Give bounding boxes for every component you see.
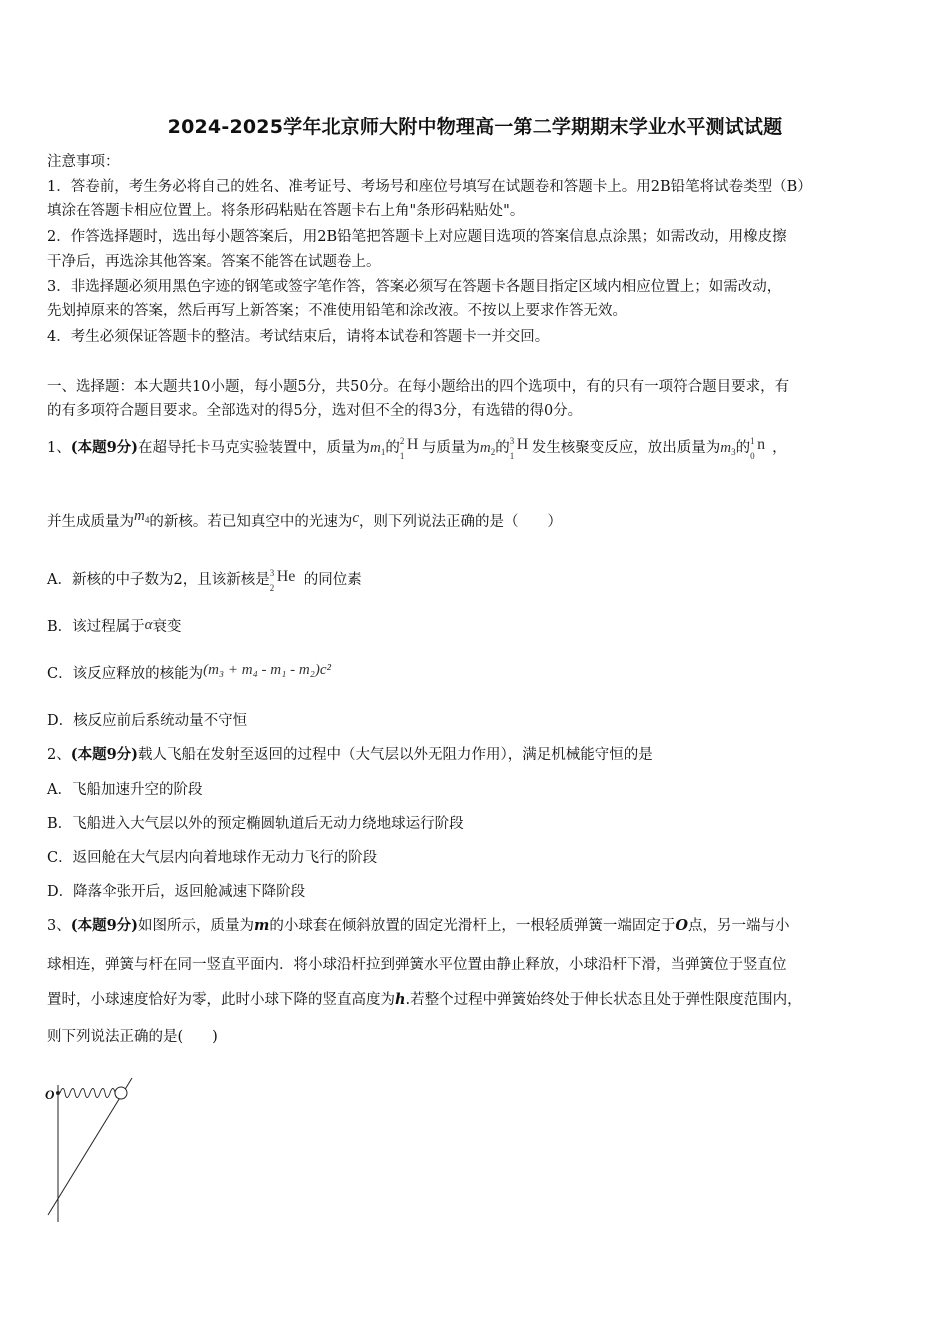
notice-line-3: 2．作答选择题时，选出每小题答案后，用2B铅笔把答题卡上对应题目选项的答案信息点涂黑；如需改动，用橡皮擦 (47, 229, 787, 245)
q1-stem-line-2: 并生成质量为$m_4$的新核。若已知真空中的光速为c，则下列说法正确的是（ ） (47, 508, 563, 530)
ball (115, 1087, 127, 1099)
page-title: 2024-2025学年北京师大附中物理高一第二学期期末学业水平测试试题 (167, 116, 783, 138)
q3-stem-line-2: 球相连，弹簧与杆在同一竖直平面内．将小球沿杆拉到弹簧水平位置由静止释放，小球沿杆下滑，当弹簧位于竖直位 (47, 957, 787, 973)
q2-option-c: C．返回舱在大气层内向着地球作无动力飞行的阶段 (47, 850, 378, 866)
q1-score: (本题9分) (70, 439, 139, 456)
q2-option-b: B．飞船进入大气层以外的预定椭圆轨道后无动力绕地球运行阶段 (47, 816, 464, 832)
q3-stem-line-3: 置时，小球速度恰好为零，此时小球下降的竖直高度为h.若整个过程中弹簧始终处于伸长状态且处于弹性限度范围内， (47, 991, 802, 1008)
alpha-symbol: α (144, 617, 153, 633)
energy-formula: (m₃ + m₄ - m₁ - m₂)c² (203, 662, 332, 678)
mass-m3: $m_3$ (720, 440, 736, 457)
pivot-point (56, 1091, 60, 1095)
q1-option-a: A．新核的中子数为2，且该新核是 3 2 He 的同位素 (47, 568, 362, 593)
q2-number: 2、 (47, 747, 71, 763)
spring (60, 1089, 120, 1098)
q1-number: 1、 (47, 440, 71, 456)
q3-stem-line-4: 则下列说法正确的是( ) (47, 1029, 218, 1045)
section-line-1: 一、选择题：本大题共10小题，每小题5分，共50分。在每小题给出的四个选项中，有的只有一项符合题目要求，有 (47, 379, 790, 395)
isotope-deuterium: 2 1 H (399, 436, 419, 461)
q3-number: 3、 (47, 918, 71, 934)
q2-option-a: A．飞船加速升空的阶段 (47, 782, 203, 798)
section-line-2: 的有多项符合题目要求。全部选对的得5分，选对但不全的得3分，有选错的得0分。 (47, 403, 583, 419)
notice-line-1: 1．答卷前，考生务必将自己的姓名、准考证号、考场号和座位号填写在试题卷和答题卡上。用2B铅笔将试卷类型（B） (47, 179, 812, 195)
q1-option-b: B．该过程属于α衰变 (47, 617, 182, 635)
isotope-neutron: 1 0 n (750, 436, 766, 461)
mass-m1: $m_1$ (370, 440, 386, 457)
q3-score: (本题9分) (70, 917, 139, 934)
notice-line-2: 填涂在答题卡相应位置上。将条形码粘贴在答题卡右上角"条形码粘贴处"。 (47, 203, 525, 219)
isotope-helium3: 3 2 He (269, 568, 296, 593)
isotope-tritium: 3 1 H (509, 436, 529, 461)
q3-stem-line-1: 3、(本题9分)如图所示，质量为m的小球套在倾斜放置的固定光滑杆上，一根轻质弹簧一端固定于O点，另一端与小 (47, 917, 790, 934)
notice-line-7: 4．考生必须保证答题卡的整洁。考试结束后，请将本试卷和答题卡一并交回。 (47, 329, 550, 345)
notice-line-6: 先划掉原来的答案，然后再写上新答案；不准使用铅笔和涂改液。不按以上要求作答无效。 (47, 303, 627, 319)
notice-line-4: 干净后，再选涂其他答案。答案不能答在试题卷上。 (47, 254, 381, 270)
spring-rod-diagram (40, 1065, 150, 1234)
mass-m2: $m_2$ (479, 440, 496, 457)
q2-option-d: D．降落伞张开后，返回舱减速下降阶段 (47, 884, 306, 900)
notice-heading: 注意事项： (47, 154, 120, 170)
q1-option-c: C．该反应释放的核能为(m₃ + m₄ - m₁ - m₂)c² (47, 662, 332, 682)
notice-line-5: 3．非选择题必须用黑色字迹的钢笔或签字笔作答，答案必须写在答题卡各题目指定区域内相应位置上；如需改动， (47, 279, 782, 295)
q1-stem-line-1: 1、(本题9分)在超导托卡马克实验装置中，质量为$m_1$的 2 1 H 与质量为$m_2$的 3 1 H 发生核聚变反应，放出质量为$m_3$的 1 0 n ， (47, 436, 787, 461)
mass-m4: $m_4$ (134, 508, 150, 525)
q1-option-d: D．核反应前后系统动量不守恒 (47, 713, 248, 729)
q2-score: (本题9分) (70, 746, 139, 763)
light-speed-c: c (352, 510, 360, 526)
q2-stem: 2、(本题9分)载人飞船在发射至返回的过程中（大气层以外无阻力作用），满足机械能守恒的是 (47, 746, 653, 763)
point-o-label: O (45, 1087, 55, 1102)
